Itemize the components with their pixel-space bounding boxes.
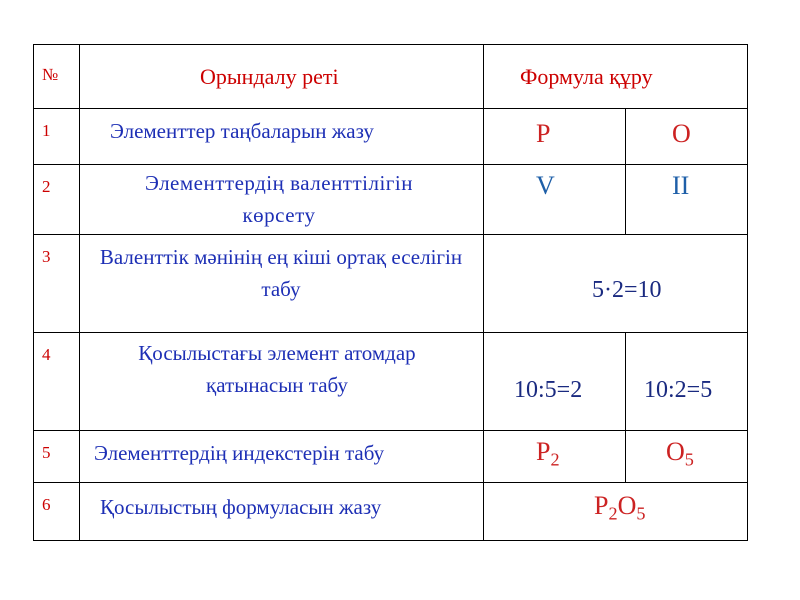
row-number: 3: [34, 235, 80, 333]
element-symbol: P: [594, 491, 609, 520]
element-index: 5: [684, 449, 694, 470]
indexed-element: [484, 431, 626, 483]
element-symbol: O: [626, 109, 748, 165]
table-row: [34, 109, 748, 165]
step-text: Қосылыстың формуласын жазу: [80, 483, 484, 541]
step-text: Элементтер таңбаларын жазу: [80, 109, 484, 165]
row-number: 1: [34, 109, 80, 165]
step-cell: [80, 333, 484, 431]
element-symbol: O: [617, 491, 637, 520]
element-index: 2: [608, 503, 618, 524]
compound-formula: [484, 483, 748, 541]
row-number: 4: [34, 333, 80, 431]
row-number: 6: [34, 483, 80, 541]
element-index: 5: [636, 503, 646, 524]
element-symbol: P: [536, 437, 551, 466]
table-row: [34, 235, 748, 333]
table-row: [34, 165, 748, 235]
element-symbol: P: [484, 109, 626, 165]
ratio-value: 10:5=2: [484, 333, 626, 431]
row-number: 2: [34, 165, 80, 235]
header-formula: Формула құру: [484, 45, 748, 109]
step-text: Валенттік мәнінің ең кіші ортақ еселігін табу: [99, 245, 463, 301]
table-row: [34, 483, 748, 541]
element-index: 2: [550, 449, 560, 470]
header-number: №: [34, 45, 80, 109]
element-symbol: O: [666, 437, 685, 466]
table-row: [34, 333, 748, 431]
step-text: Элементтердің валенттілігін көрсету: [144, 171, 413, 227]
indexed-element: [626, 431, 748, 483]
step-cell: [80, 235, 484, 333]
header-order: Орындалу реті: [80, 45, 484, 109]
table-row: [34, 431, 748, 483]
row-number: 5: [34, 431, 80, 483]
ratio-value: 10:2=5: [626, 333, 748, 431]
formula-table: [33, 44, 748, 541]
lcm-value: 5·2=10: [484, 235, 748, 333]
step-cell: [80, 165, 484, 235]
step-text: Элементтердің индекстерін табу: [80, 431, 484, 483]
valence-value: V: [484, 165, 626, 235]
step-text: Қосылыстағы элемент атомдар қатынасын табу: [138, 341, 416, 397]
valence-value: II: [626, 165, 748, 235]
header-row: [34, 45, 748, 109]
